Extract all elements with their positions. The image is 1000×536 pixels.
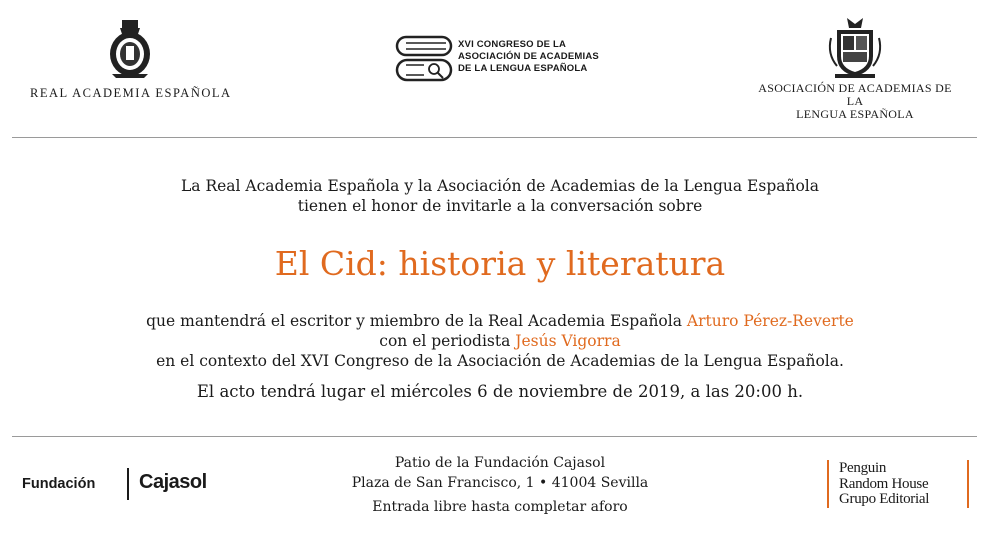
congreso-line-2: ASOCIACIÓN DE ACADEMIAS [458, 51, 599, 62]
cajasol-prefix: Fundación [22, 476, 96, 492]
rae-name: REAL ACADEMIA ESPAÑOLA [30, 86, 232, 100]
prh-logo [827, 460, 977, 508]
journalist-line [0, 331, 1000, 351]
prh-line-2: Random House [839, 475, 929, 492]
congreso-line-3: DE LA LENGUA ESPAÑOLA [458, 63, 588, 74]
event-title: El Cid: historia y literatura [274, 244, 726, 283]
intro-line-1: La Real Academia Española y la Asociación de Academias de la Lengua Española [180, 177, 819, 195]
congreso-logo [394, 34, 604, 90]
top-divider [12, 137, 977, 138]
entry-note: Entrada libre hasta completar aforo [372, 499, 628, 515]
rae-crest-icon [102, 18, 158, 80]
speaker-line [0, 311, 1000, 331]
bottom-divider [12, 436, 977, 437]
prh-bar-right [967, 460, 969, 508]
asale-line-2: LENGUA ESPAÑOLA [796, 107, 914, 121]
venue-name: Patio de la Fundación Cajasol [394, 455, 606, 471]
rae-logo [30, 18, 230, 108]
date-line: El acto tendrá lugar el miércoles 6 de noviembre de 2019, a las 20:00 h. [196, 382, 804, 401]
prh-line-3: Grupo Editorial [839, 491, 930, 507]
speaker-prefix: que mantendrá el escritor y miembro de la Real Academia Española [146, 312, 687, 330]
prh-line-1: Penguin [839, 460, 887, 476]
asale-logo [750, 14, 960, 121]
intro-line-2: tienen el honor de invitarle a la conversación sobre [297, 197, 703, 215]
prh-bar-left [827, 460, 829, 508]
cajasol-divider [127, 468, 129, 500]
cajasol-logo [22, 466, 212, 502]
asale-crest-icon [825, 14, 885, 80]
asale-line-1: ASOCIACIÓN DE ACADEMIAS DE LA [758, 81, 952, 108]
context-line: en el contexto del XVI Congreso de la Asociación de Academias de la Lengua Española. [156, 352, 844, 370]
journalist-name: Jesús Vigorra [515, 332, 621, 350]
cajasol-name: Cajasol [139, 471, 207, 493]
journalist-prefix: con el periodista [379, 332, 516, 350]
books-icon [394, 34, 454, 86]
congreso-line-1: XVI CONGRESO DE LA [458, 39, 567, 50]
venue-address: Plaza de San Francisco, 1 • 41004 Sevilla [351, 475, 649, 491]
speaker-name: Arturo Pérez-Reverte [686, 312, 854, 330]
